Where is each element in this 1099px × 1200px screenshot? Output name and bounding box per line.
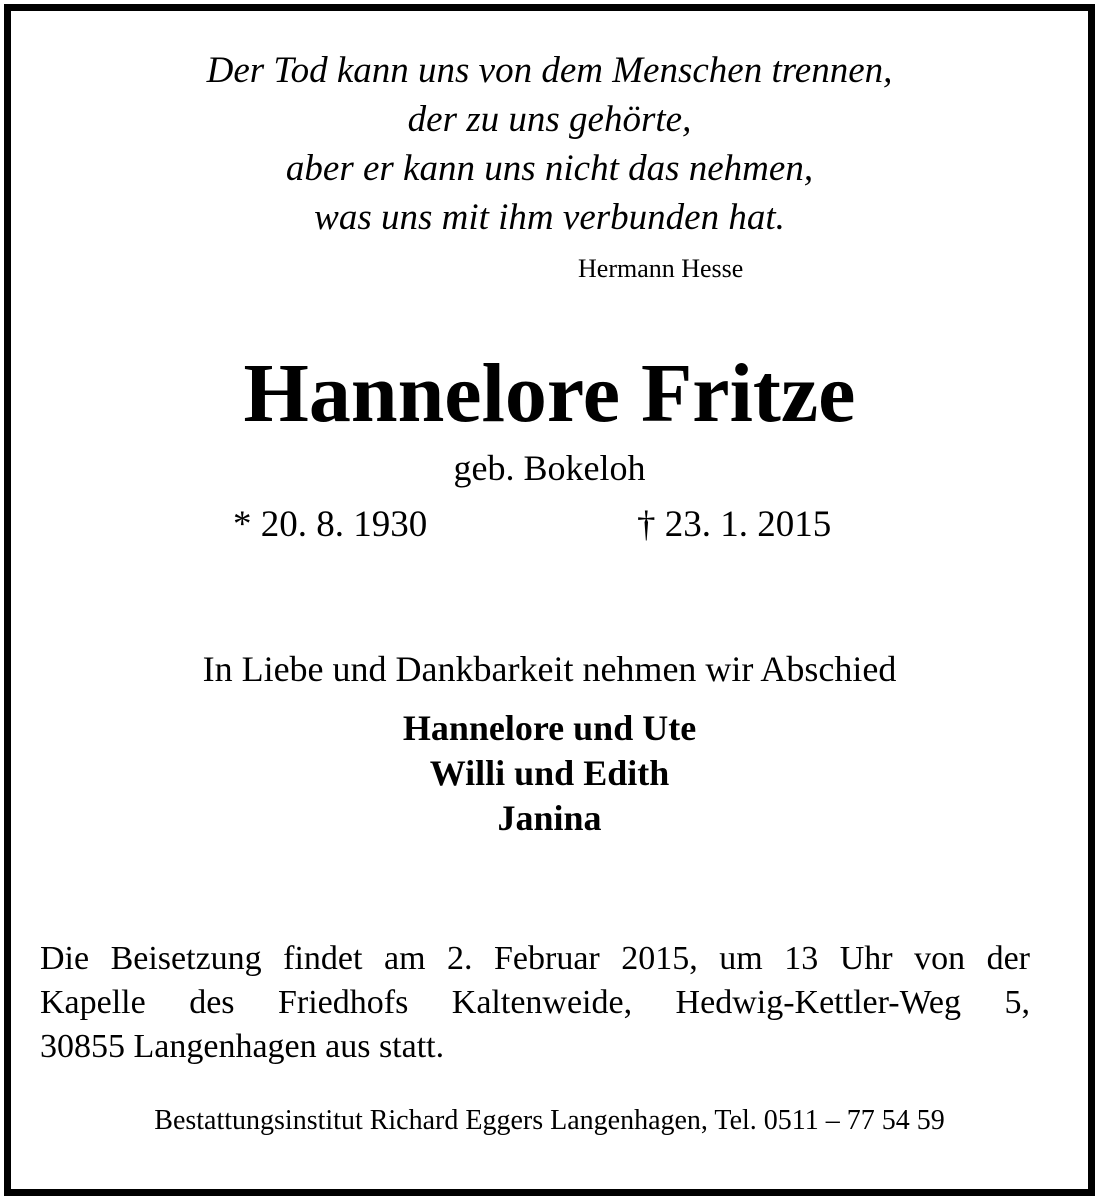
poem-author: Hermann Hesse [578,254,744,283]
deceased-name: Hannelore Fritze [243,347,856,440]
funeral-line: Kapelle des Friedhofs Kaltenweide, Hedwig-Kettler-Weg 5, [40,984,1030,1021]
mourners-list [0,706,1099,841]
mourner-name: Hannelore und Ute [402,708,697,748]
funeral-line: Die Beisetzung findet am 2. Februar 2015, um 13 Uhr von der [40,940,1030,977]
funeral-line: 30855 Langenhagen aus statt. [40,1028,445,1065]
farewell-text: In Liebe und Dankbarkeit nehmen wir Abschied [202,649,897,689]
poem-line: was uns mit ihm verbunden hat. [314,197,785,238]
mourner-name: Janina [497,798,602,838]
poem-line: der zu uns gehörte, [407,99,692,140]
birth-date: * 20. 8. 1930 [233,504,428,545]
undertaker-info: Bestattungsinstitut Richard Eggers Langenhagen, Tel. 0511 – 77 54 59 [154,1105,945,1136]
memorial-poem [0,46,1099,242]
death-date: † 23. 1. 2015 [637,504,832,545]
maiden-name: geb. Bokeloh [453,448,646,488]
mourner-name: Willi und Edith [429,753,670,793]
poem-line: aber er kann uns nicht das nehmen, [285,148,814,189]
poem-line: Der Tod kann uns von dem Menschen trennen, [206,50,893,91]
funeral-notice [40,937,1030,1069]
